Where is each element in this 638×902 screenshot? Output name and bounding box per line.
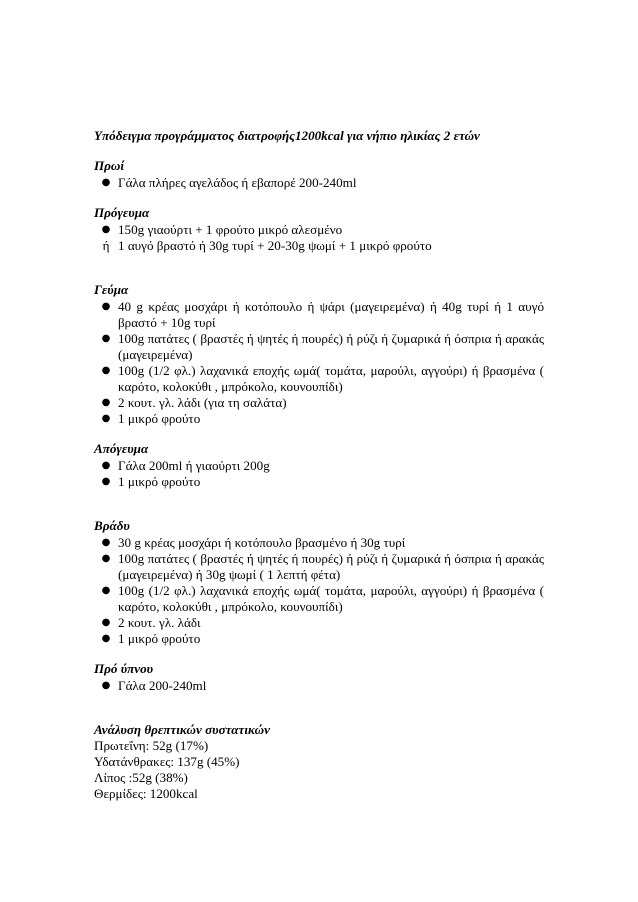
item-text: 100g πατάτες ( βραστές ή ψητές ή πουρές) ή ρύζι ή ζυμαρικά ή όσπρια ή αρακάς (μαγειρεμένα): [118, 331, 544, 362]
item-list: [94, 222, 544, 254]
list-item: [94, 411, 544, 427]
bullet-icon: ●: [101, 680, 111, 691]
item-list: [94, 299, 544, 427]
item-list: [94, 458, 544, 490]
bullet-icon: ●: [101, 460, 111, 471]
nutrition-calories: Θερμίδες: 1200kcal: [94, 786, 198, 801]
document-page: [94, 128, 544, 802]
item-text: 100g (1/2 φλ.) λαχανικά εποχής ωμά( τομάτα, μαρούλι, αγγούρι) ή βρασμένα ( καρότο, κολοκύθι , μπρόκολο, κουνουπίδι): [118, 583, 544, 614]
item-text: 150g γιαούρτι + 1 φρούτο μικρό αλεσμένο: [118, 222, 343, 237]
list-item: [94, 458, 544, 474]
section-heading: Πρόγευμα: [94, 205, 150, 220]
item-text: 2 κουτ. γλ. λάδι (για τη σαλάτα): [118, 395, 287, 410]
nutrition-fat: Λίπος :52g (38%): [94, 770, 188, 785]
section-heading: Γεύμα: [94, 282, 129, 297]
section-bedtime: [94, 661, 544, 694]
list-item: [94, 363, 544, 395]
item-text: Γάλα 200-240ml: [118, 678, 207, 693]
bullet-icon: ●: [101, 365, 111, 376]
list-item: [94, 535, 544, 551]
section-heading: Βράδυ: [94, 518, 130, 533]
item-list: [94, 678, 544, 694]
list-item: [94, 631, 544, 647]
bullet-icon: ●: [101, 301, 111, 312]
list-item: [94, 175, 544, 191]
section-heading: Πρωί: [94, 158, 125, 173]
item-text: Γάλα πλήρες αγελάδος ή εβαπορέ 200-240ml: [118, 175, 357, 190]
item-text: 30 g κρέας μοσχάρι ή κοτόπουλο βρασμένο ή 30g τυρί: [118, 535, 406, 550]
bullet-icon: ●: [101, 177, 111, 188]
bullet-icon: ●: [101, 333, 111, 344]
nutrition-protein: Πρωτεΐνη: 52g (17%): [94, 738, 209, 753]
bullet-icon: ●: [101, 224, 111, 235]
section-afternoon: [94, 441, 544, 490]
section-heading: Ανάλυση θρεπτικών συστατικών: [94, 722, 270, 737]
list-item: [94, 474, 544, 490]
section-dinner: [94, 518, 544, 647]
section-heading: Απόγευμα: [94, 441, 149, 456]
bullet-icon: ●: [101, 413, 111, 424]
alternative-marker: ή: [102, 238, 110, 253]
item-list: [94, 535, 544, 647]
list-item: [94, 678, 544, 694]
list-item: [94, 299, 544, 331]
bullet-icon: ●: [101, 476, 111, 487]
list-item-alternative: [94, 238, 544, 254]
bullet-icon: ●: [101, 585, 111, 596]
section-breakfast: [94, 158, 544, 191]
item-text: 100g (1/2 φλ.) λαχανικά εποχής ωμά( τομάτα, μαρούλι, αγγούρι) ή βρασμένα ( καρότο, κολοκύθι , μπρόκολο, κουνουπίδι): [118, 363, 544, 394]
list-item: [94, 615, 544, 631]
section-nutrition: [94, 722, 544, 802]
item-text: Γάλα 200ml ή γιαούρτι 200g: [118, 458, 270, 473]
section-heading: Πρό ύπνου: [94, 661, 154, 676]
bullet-icon: ●: [101, 397, 111, 408]
bullet-icon: ●: [101, 553, 111, 564]
document-title: Υπόδειγμα προγράμματος διατροφής1200kcal για νήπιο ηλικίας 2 ετών: [94, 128, 480, 143]
bullet-icon: ●: [101, 633, 111, 644]
nutrition-carbohydrates: Υδατάνθρακες: 137g (45%): [94, 754, 240, 769]
list-item: [94, 331, 544, 363]
item-text: 1 μικρό φρούτο: [118, 411, 201, 426]
list-item: [94, 222, 544, 238]
bullet-icon: ●: [101, 537, 111, 548]
list-item: [94, 551, 544, 583]
item-text: 1 αυγό βραστό ή 30g τυρί + 20-30g ψωμί + 1 μικρό φρούτο: [118, 238, 432, 253]
section-snack: [94, 205, 544, 254]
item-list: [94, 175, 544, 191]
list-item: [94, 583, 544, 615]
bullet-icon: ●: [101, 617, 111, 628]
list-item: [94, 395, 544, 411]
section-lunch: [94, 282, 544, 427]
item-text: 100g πατάτες ( βραστές ή ψητές ή πουρές) ή ρύζι ή ζυμαρικά ή όσπρια ή αρακάς (μαγειρεμένα) ή 30g ψωμί ( 1 λεπτή φέτα): [118, 551, 544, 582]
item-text: 1 μικρό φρούτο: [118, 631, 201, 646]
item-text: 2 κουτ. γλ. λάδι: [118, 615, 201, 630]
item-text: 1 μικρό φρούτο: [118, 474, 201, 489]
item-text: 40 g κρέας μοσχάρι ή κοτόπουλο ή ψάρι (μαγειρεμένα) ή 40g τυρί ή 1 αυγό βραστό + 10g τυρί: [118, 299, 544, 330]
